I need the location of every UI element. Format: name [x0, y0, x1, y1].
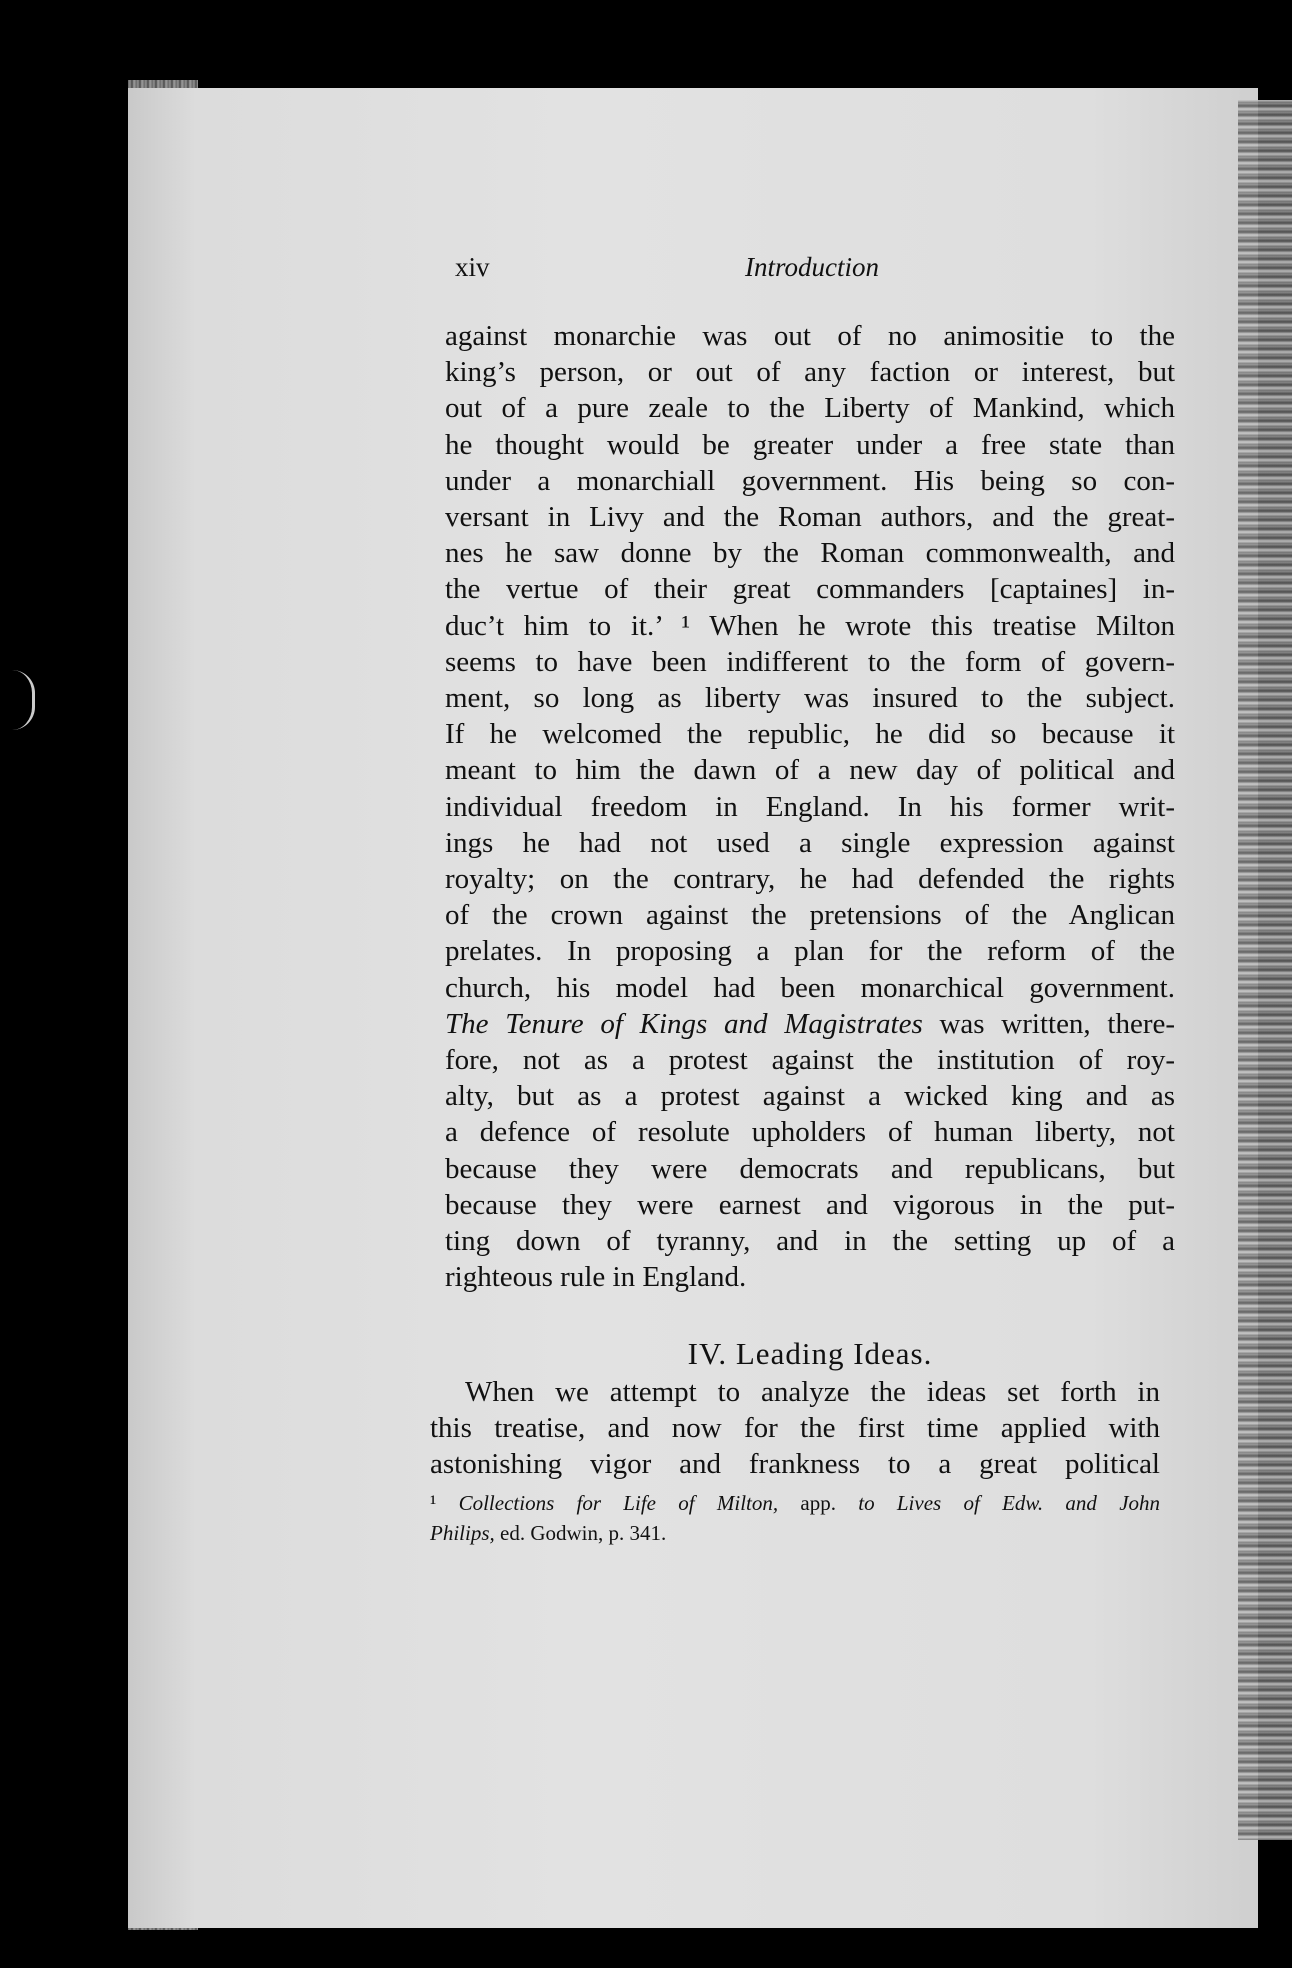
footnote-line [430, 1488, 1160, 1518]
text-line: prelates. In proposing a plan for the reform of the [445, 935, 1175, 968]
text-line: ment, so long as liberty was insured to the subject. [445, 682, 1175, 715]
text-line-rest: was written, there- [939, 1007, 1176, 1040]
text-line: because they were democrats and republicans, but [445, 1152, 1175, 1185]
scan-mark [12, 670, 35, 730]
text-line: seems to have been indifferent to the form of govern- [445, 645, 1175, 678]
text-line: If he welcomed the republic, he did so because it [445, 718, 1175, 751]
text-line: When we attempt to analyze the ideas set forth in [465, 1376, 1160, 1408]
text-line: righteous rule in England. [445, 1261, 747, 1294]
body-paragraph [445, 318, 1175, 1295]
text-line: king’s person, or out of any faction or interest, but [445, 356, 1175, 389]
running-title: Introduction [745, 252, 879, 282]
footnote-text: ed. Godwin, p. 341. [500, 1521, 667, 1545]
text-line: church, his model had been monarchical government. [445, 971, 1175, 1004]
text-line: versant in Livy and the Roman authors, and the great- [445, 501, 1175, 534]
text-line-with-title [445, 1006, 1175, 1042]
text-line: against monarchie was out of no animositie to the [445, 320, 1175, 352]
italic-book-title: The Tenure of Kings and Magistrates [445, 1007, 923, 1040]
text-line: duc’t him to it.’ ¹ When he wrote this treatise Milton [445, 609, 1175, 642]
footnote [430, 1488, 1160, 1548]
running-head [455, 252, 1175, 292]
text-line: because they were earnest and vigorous in the put- [445, 1188, 1175, 1221]
text-line: fore, not as a protest against the institution of roy- [445, 1044, 1175, 1077]
section-heading: IV. Leading Ideas. [687, 1336, 933, 1371]
footnote-source: Philips, [430, 1521, 495, 1545]
text-line: of the crown against the pretensions of the Anglican [445, 899, 1175, 932]
text-line: a defence of resolute upholders of human liberty, not [445, 1116, 1175, 1149]
section-paragraph [430, 1374, 1160, 1483]
text-line: royalty; on the contrary, he had defended the rights [445, 863, 1175, 896]
footnote-text: app. [800, 1491, 836, 1515]
text-line: under a monarchiall government. His being so con- [445, 464, 1175, 497]
text-line: ting down of tyranny, and in the setting up of a [445, 1225, 1175, 1258]
text-line: astonishing vigor and frankness to a great political [430, 1448, 1160, 1481]
text-line: this treatise, and now for the first time applied with [430, 1412, 1160, 1445]
footnote-marker: ¹ [430, 1491, 437, 1515]
footnote-line [430, 1518, 1160, 1548]
footnote-source: Collections for Life of Milton, [458, 1491, 779, 1515]
text-line: nes he saw donne by the Roman commonwealth, and [445, 537, 1175, 570]
text-line: out of a pure zeale to the Liberty of Mankind, which [445, 392, 1175, 425]
footnote-source: to Lives of Edw. and John [858, 1491, 1161, 1515]
text-line: individual freedom in England. In his former writ- [445, 790, 1175, 823]
page-number: xiv [455, 252, 490, 282]
text-line: ings he had not used a single expression against [445, 826, 1175, 859]
text-line: the vertue of their great commanders [captaines] in- [445, 573, 1175, 606]
book-page-edges-right [1238, 100, 1292, 1840]
text-line: alty, but as a protest against a wicked king and as [445, 1080, 1175, 1113]
text-line: meant to him the dawn of a new day of political and [445, 754, 1175, 787]
text-line: he thought would be greater under a free state than [445, 428, 1175, 461]
